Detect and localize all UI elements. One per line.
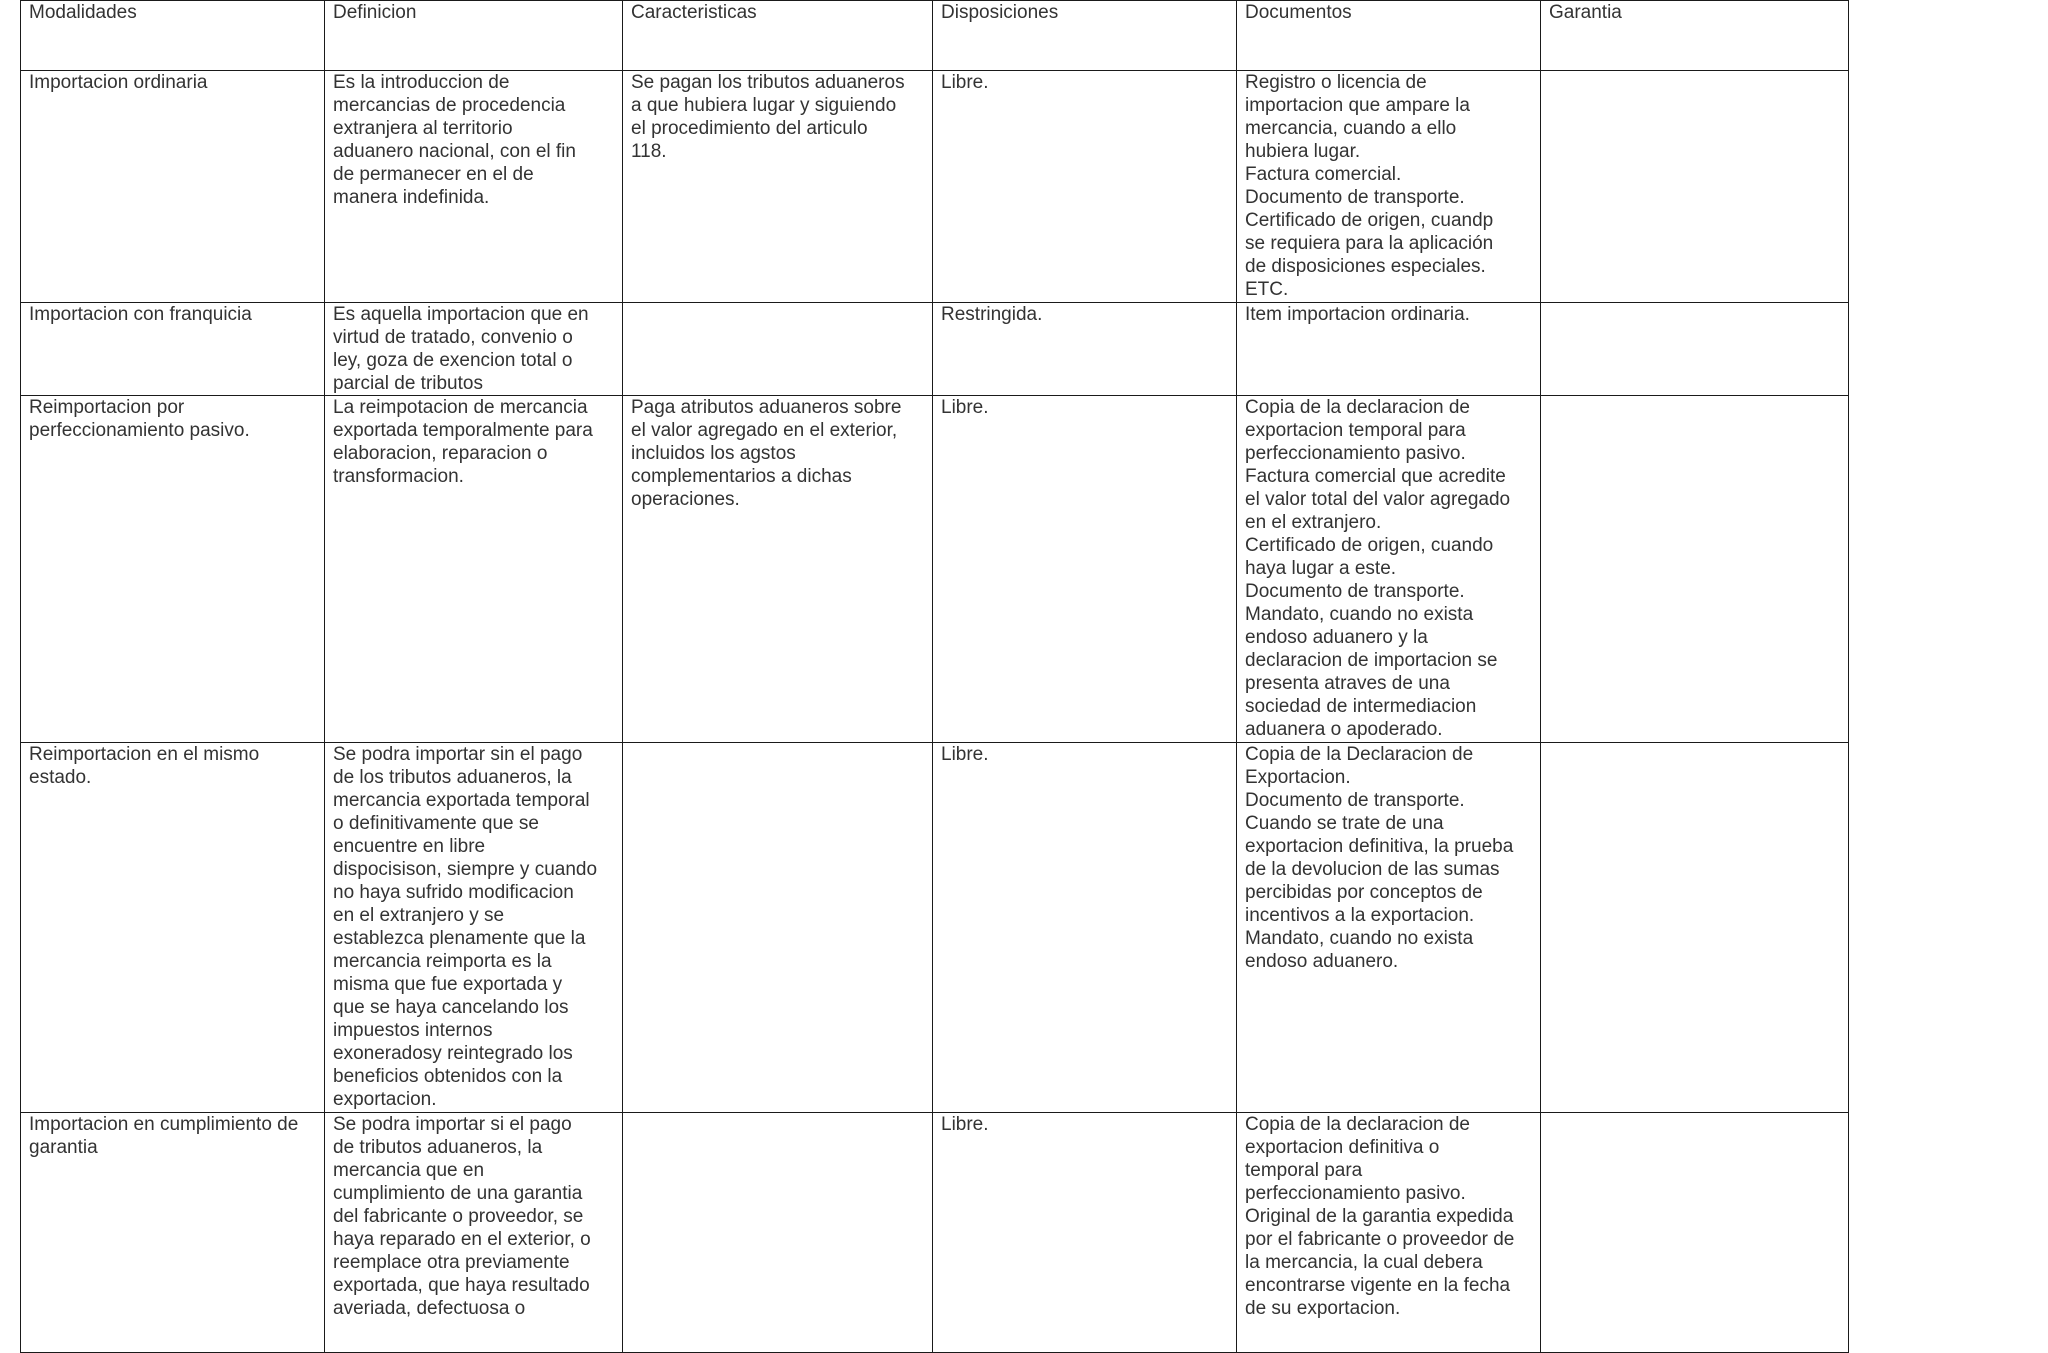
cell-text-line: Mandato, cuando no exista [1245, 604, 1474, 625]
cell-text-line: beneficios obtenidos con la [333, 1066, 563, 1087]
cell-caracteristicas [623, 743, 933, 1113]
cell-text-line: establezca plenamente que la [333, 928, 586, 949]
cell-disposiciones [933, 743, 1237, 1113]
cell-modalidad [21, 71, 325, 303]
cell-text-line: el valor total del valor agregado [1245, 489, 1511, 510]
table-row [21, 396, 1849, 743]
cell-documentos [1237, 743, 1541, 1113]
cell-text-line: exportada, que haya resultado [333, 1275, 590, 1296]
cell-text-line: 118. [631, 141, 667, 162]
cell-text-line: Se pagan los tributos aduaneros [631, 72, 905, 93]
cell-documentos [1237, 1113, 1541, 1353]
cell-text-line: Cuando se trate de una [1245, 813, 1444, 834]
cell-text-line: importacion que ampare la [1245, 95, 1470, 116]
cell-text-line: Exportacion. [1245, 767, 1351, 788]
cell-text-line: Documento de transporte. [1245, 187, 1465, 208]
cell-text-line: Se podra importar sin el pago [333, 744, 583, 765]
cell-text-line: Copia de la Declaracion de [1245, 744, 1474, 765]
cell-text-line: mercancia exportada temporal [333, 790, 590, 811]
cell-text-line: Original de la garantia expedida [1245, 1206, 1514, 1227]
cell-garantia [1541, 71, 1849, 303]
cell-modalidad [21, 303, 325, 396]
cell-definicion [325, 71, 623, 303]
cell-text-line: encuentre en libre [333, 836, 486, 857]
cell-text-line: Libre. [941, 397, 989, 418]
table-row [21, 1113, 1849, 1353]
cell-text-line: exportacion definitiva o [1245, 1137, 1440, 1158]
cell-disposiciones [933, 71, 1237, 303]
cell-text-line: ley, goza de exencion total o [333, 350, 573, 371]
cell-caracteristicas [623, 303, 933, 396]
cell-text-line: el valor agregado en el exterior, [631, 420, 898, 441]
header-modalidades: Modalidades [21, 1, 325, 71]
cell-disposiciones [933, 396, 1237, 743]
cell-text-line: Certificado de origen, cuando [1245, 535, 1494, 556]
cell-text-line: dispocisison, siempre y cuando [333, 859, 598, 880]
cell-text-line: perfeccionamiento pasivo. [1245, 1183, 1466, 1204]
cell-text-line: mercancia que en [333, 1160, 485, 1181]
cell-text-line: no haya sufrido modificacion [333, 882, 574, 903]
cell-definicion [325, 396, 623, 743]
cell-text-line: parcial de tributos [333, 373, 483, 394]
cell-documentos [1237, 396, 1541, 743]
cell-text-line: mercancia, cuando a ello [1245, 118, 1457, 139]
cell-text-line: declaracion de importacion se [1245, 650, 1498, 671]
cell-text-line: Se podra importar si el pago [333, 1114, 572, 1135]
cell-text-line: manera indefinida. [333, 187, 490, 208]
modalidades-table [20, 0, 1849, 1353]
cell-text-line: endoso aduanero y la [1245, 627, 1428, 648]
cell-text-line: percibidas por conceptos de [1245, 882, 1483, 903]
cell-text-line: ETC. [1245, 279, 1289, 300]
header-row [21, 1, 1849, 71]
cell-text-line: elaboracion, reparacion o [333, 443, 548, 464]
cell-garantia [1541, 396, 1849, 743]
cell-text-line: misma que fue exportada y [333, 974, 563, 995]
cell-text-line: Es la introduccion de [333, 72, 510, 93]
cell-text-line: perfeccionamiento pasivo. [29, 420, 250, 441]
cell-text-line: Restringida. [941, 304, 1043, 325]
cell-text-line: exportacion. [333, 1089, 437, 1110]
cell-text-line: Libre. [941, 72, 989, 93]
cell-text-line: complementarios a dichas [631, 466, 852, 487]
cell-garantia [1541, 303, 1849, 396]
header-documentos: Documentos [1237, 1, 1541, 71]
cell-text-line: exportacion temporal para [1245, 420, 1466, 441]
cell-definicion [325, 303, 623, 396]
cell-documentos [1237, 71, 1541, 303]
cell-modalidad [21, 1113, 325, 1353]
cell-text-line: Copia de la declaracion de [1245, 397, 1470, 418]
cell-text-line: impuestos internos [333, 1020, 493, 1041]
cell-text-line: en el extranjero y se [333, 905, 505, 926]
cell-caracteristicas [623, 396, 933, 743]
header-garantia: Garantia [1541, 1, 1849, 71]
cell-text-line: que se haya cancelando los [333, 997, 569, 1018]
cell-definicion [325, 1113, 623, 1353]
cell-text-line: o definitivamente que se [333, 813, 539, 834]
cell-text-line: Reimportacion por [29, 397, 185, 418]
cell-definicion [325, 743, 623, 1113]
header-definicion: Definicion [325, 1, 623, 71]
cell-text-line: mercancias de procedencia [333, 95, 566, 116]
cell-text-line: Importacion en cumplimiento de [29, 1114, 299, 1135]
cell-text-line: operaciones. [631, 489, 740, 510]
cell-text-line: de su exportacion. [1245, 1298, 1401, 1319]
cell-garantia [1541, 1113, 1849, 1353]
table-row [21, 303, 1849, 396]
cell-text-line: haya reparado en el exterior, o [333, 1229, 591, 1250]
cell-text-line: aduanera o apoderado. [1245, 719, 1443, 740]
cell-text-line: a que hubiera lugar y siguiendo [631, 95, 897, 116]
cell-text-line: de disposiciones especiales. [1245, 256, 1486, 277]
cell-text-line: reemplace otra previamente [333, 1252, 570, 1273]
cell-disposiciones [933, 1113, 1237, 1353]
header-caracteristicas: Caracteristicas [623, 1, 933, 71]
cell-text-line: incluidos los agstos [631, 443, 796, 464]
header-disposiciones: Disposiciones [933, 1, 1237, 71]
cell-caracteristicas [623, 1113, 933, 1353]
cell-text-line: Documento de transporte. [1245, 581, 1465, 602]
cell-text-line: de los tributos aduaneros, la [333, 767, 572, 788]
cell-text-line: endoso aduanero. [1245, 951, 1399, 972]
cell-text-line: exoneradosy reintegrado los [333, 1043, 573, 1064]
cell-text-line: del fabricante o proveedor, se [333, 1206, 584, 1227]
cell-text-line: cumplimiento de una garantia [333, 1183, 583, 1204]
cell-text-line: perfeccionamiento pasivo. [1245, 443, 1466, 464]
cell-text-line: Factura comercial. [1245, 164, 1402, 185]
cell-text-line: de permanecer en el de [333, 164, 534, 185]
table-row [21, 743, 1849, 1113]
table-row [21, 71, 1849, 303]
cell-text-line: de tributos aduaneros, la [333, 1137, 543, 1158]
cell-text-line: en el extranjero. [1245, 512, 1382, 533]
cell-text-line: aduanero nacional, con el fin [333, 141, 576, 162]
cell-text-line: exportada temporalmente para [333, 420, 593, 441]
cell-text-line: garantia [29, 1137, 98, 1158]
cell-text-line: exportacion definitiva, la prueba [1245, 836, 1514, 857]
cell-text-line: por el fabricante o proveedor de [1245, 1229, 1515, 1250]
cell-text-line: incentivos a la exportacion. [1245, 905, 1475, 926]
cell-documentos [1237, 303, 1541, 396]
cell-text-line: Mandato, cuando no exista [1245, 928, 1474, 949]
cell-text-line: la mercancia, la cual debera [1245, 1252, 1483, 1273]
cell-text-line: averiada, defectuosa o [333, 1298, 526, 1319]
cell-text-line: mercancia reimporta es la [333, 951, 552, 972]
cell-text-line: hubiera lugar. [1245, 141, 1361, 162]
cell-text-line: haya lugar a este. [1245, 558, 1397, 579]
cell-text-line: Certificado de origen, cuandp [1245, 210, 1494, 231]
cell-caracteristicas [623, 71, 933, 303]
cell-text-line: de la devolucion de las sumas [1245, 859, 1500, 880]
cell-text-line: Paga atributos aduaneros sobre [631, 397, 902, 418]
cell-text-line: Item importacion ordinaria. [1245, 304, 1470, 325]
cell-text-line: Reimportacion en el mismo [29, 744, 260, 765]
cell-text-line: estado. [29, 767, 92, 788]
cell-text-line: Registro o licencia de [1245, 72, 1427, 93]
cell-text-line: virtud de tratado, convenio o [333, 327, 573, 348]
cell-text-line: encontrarse vigente en la fecha [1245, 1275, 1511, 1296]
cell-text-line: Libre. [941, 744, 989, 765]
cell-text-line: Copia de la declaracion de [1245, 1114, 1470, 1135]
cell-modalidad [21, 396, 325, 743]
cell-text-line: extranjera al territorio [333, 118, 513, 139]
cell-text-line: temporal para [1245, 1160, 1363, 1181]
cell-disposiciones [933, 303, 1237, 396]
cell-text-line: Libre. [941, 1114, 989, 1135]
cell-text-line: Importacion con franquicia [29, 304, 252, 325]
cell-garantia [1541, 743, 1849, 1113]
cell-text-line: transformacion. [333, 466, 464, 487]
cell-text-line: sociedad de intermediacion [1245, 696, 1477, 717]
cell-modalidad [21, 743, 325, 1113]
cell-text-line: presenta atraves de una [1245, 673, 1450, 694]
cell-text-line: se requiera para la aplicación [1245, 233, 1494, 254]
cell-text-line: La reimpotacion de mercancia [333, 397, 588, 418]
cell-text-line: Importacion ordinaria [29, 72, 208, 93]
cell-text-line: Documento de transporte. [1245, 790, 1465, 811]
cell-text-line: el procedimiento del articulo [631, 118, 868, 139]
cell-text-line: Factura comercial que acredite [1245, 466, 1506, 487]
cell-text-line: Es aquella importacion que en [333, 304, 589, 325]
